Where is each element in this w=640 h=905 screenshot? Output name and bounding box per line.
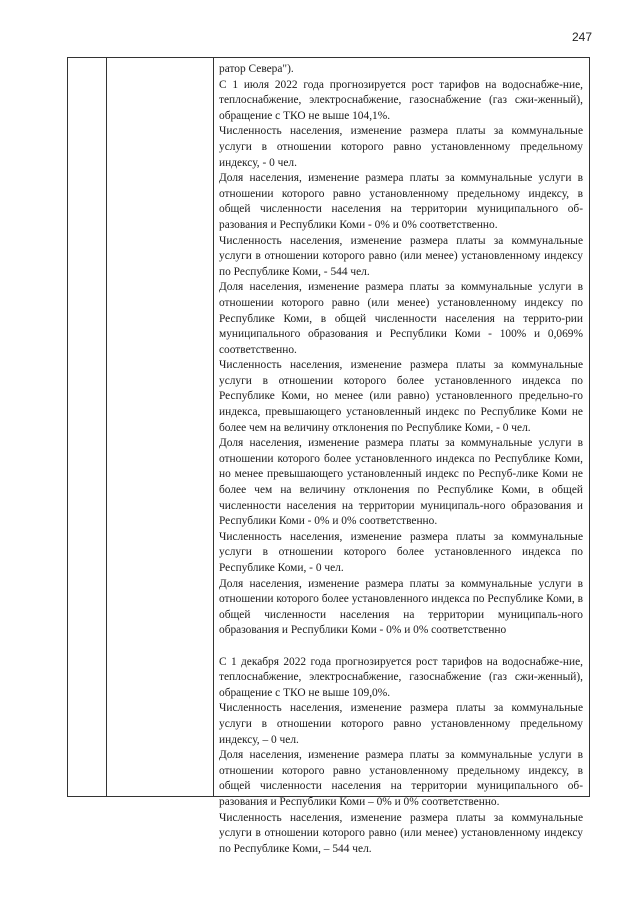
paragraph: Численность населения, изменение размера платы за коммунальные услуги в отношении которого равно установленному предельному индексу, – 0 чел.: [219, 702, 583, 746]
page-number: 247: [571, 30, 592, 44]
paragraph: Доля населения, изменение размера платы за коммунальные услуги в отношении которого более установленного индекса по Республике Коми, в общей численности населения на территории муниципаль-ного образования и Республики Коми - 0% и 0% соответственно: [219, 577, 583, 637]
paragraph: С 1 декабря 2022 года прогнозируется рост тарифов на водоснабже-ние, теплоснабжение, электроснабжение, газоснабжение (газ сжи-женный), обращение с ТКО не выше 109,0%.: [219, 655, 583, 699]
paragraph-spacer: [219, 639, 583, 655]
paragraph: Доля населения, изменение размера платы за коммунальные услуги в отношении которого равно установленному предельному индексу, в общей численности населения на территории муниципального об-разования и Республики Коми - 0% и 0% соответственно.: [219, 172, 583, 231]
paragraph: Доля населения, изменение размера платы за коммунальные услуги в отношении которого равно (или менее) установленному индексу по Республике Коми, в общей численности населения на террито-рии муниципального образования и Республики Коми - 100% и 0,069% соответственно.: [219, 281, 583, 356]
paragraph: ратор Севера").: [219, 63, 294, 75]
paragraph: Численность населения, изменение размера платы за коммунальные услуги в отношении которого более установленного индекса по Республике Коми, - 0 чел.: [219, 530, 583, 574]
paragraph: С 1 июля 2022 года прогнозируется рост тарифов на водоснабже-ние, теплоснабжение, электроснабжение, газоснабжение (газ сжи-женный), обращение с ТКО не выше 104,1%.: [219, 78, 583, 122]
paragraph: Доля населения, изменение размера платы за коммунальные услуги в отношении которого более установленного индекса по Республике Коми, но менее превышающего установленный индекс по Респуб-лике Коми не более чем на величину отклонения по Республике Коми, в общей численности населения на территории муниципаль-ного образования и Республики Коми - 0% и 0% соответственно.: [219, 437, 583, 528]
paragraph: Численность населения, изменение размера платы за коммунальные услуги в отношении которого равно (или менее) установленному индексу по Республике Коми, - 544 чел.: [219, 234, 583, 278]
paragraph: Численность населения, изменение размера платы за коммунальные услуги в отношении которого равно установленному предельному индексу, - 0 чел.: [219, 125, 583, 169]
paragraph: Доля населения, изменение размера платы за коммунальные услуги в отношении которого равно установленному предельному индексу, в общей численности населения на территории муниципального об-разования и Республики Коми – 0% и 0% соответственно.: [219, 749, 583, 808]
table-column-divider: [213, 58, 214, 796]
table-cell-text: [219, 62, 583, 857]
paragraph: Численность населения, изменение размера платы за коммунальные услуги в отношении которого более установленного индекса по Республике Коми, но менее (или равно) установленного предельно-го индекса, превышающего установленный индекс по Республике Коми не более чем на величину отклонения по Республике Коми, - 0 чел.: [219, 359, 583, 434]
paragraph: Численность населения, изменение размера платы за коммунальные услуги в отношении которого равно (или менее) установленному индексу по Республике Коми, – 544 чел.: [219, 811, 583, 855]
document-table: [67, 57, 590, 855]
table-column-divider: [106, 58, 107, 796]
